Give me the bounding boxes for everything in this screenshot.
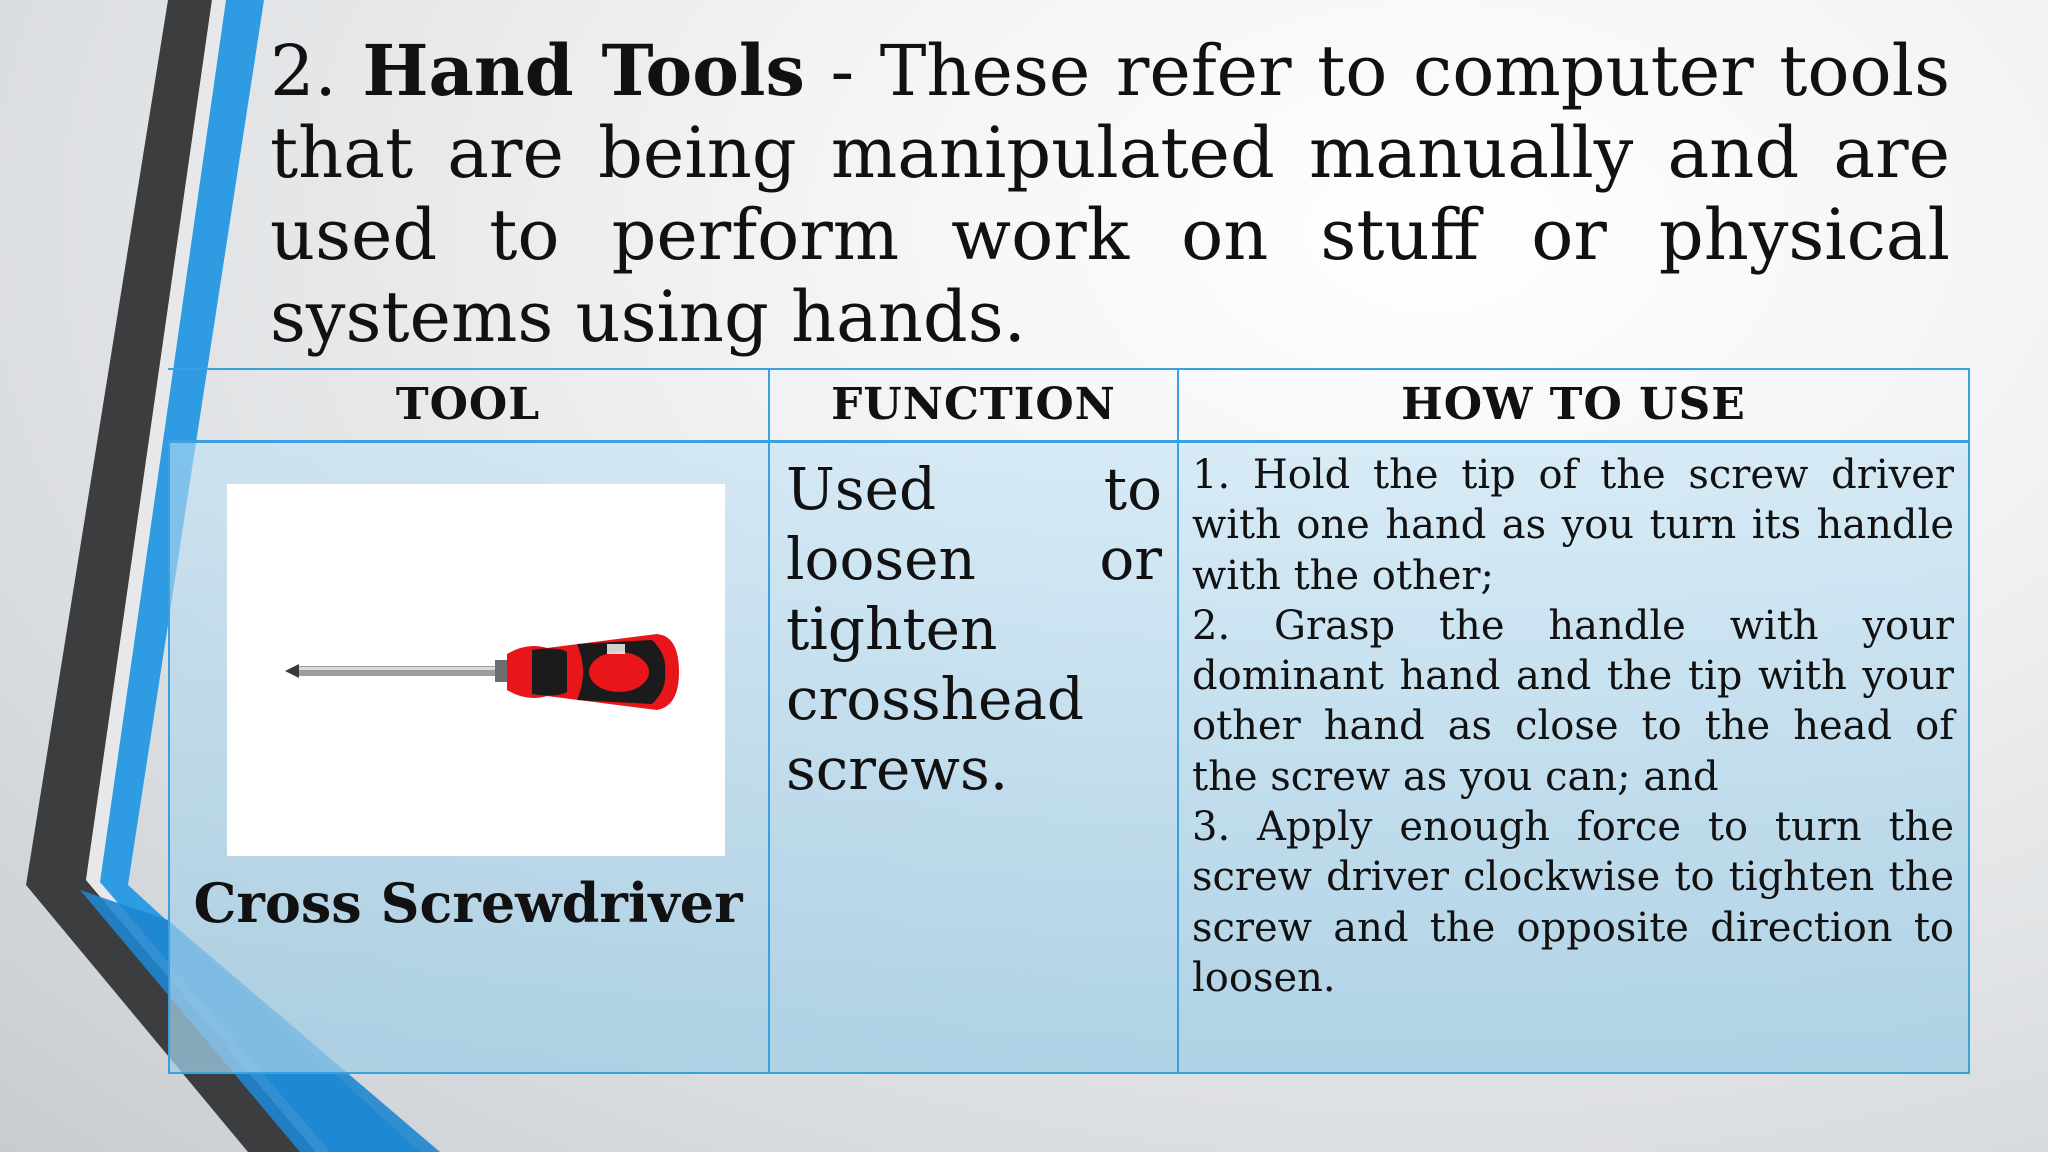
title-term: Hand Tools (362, 29, 805, 112)
step-1: 1. Hold the tip of the screw driver with one hand as you turn its handle with the other; (1192, 452, 1954, 599)
slide-title (270, 30, 1950, 358)
step-2: 2. Grasp the handle with your dominant hand and the tip with your other hand as close to the head of the screw as you can; and (1192, 602, 1954, 800)
table-right-border (1968, 368, 1970, 1074)
table-left-border (168, 442, 170, 1074)
tools-table (168, 368, 1970, 1074)
screwdriver-tip (285, 664, 299, 678)
title-definition: - These refer to computer tools that are being manipulated manually and are used to perform work on stuff or physical systems using hands. (270, 30, 1950, 358)
screwdriver-icon (227, 484, 725, 856)
step-3: 3. Apply enough force to turn the screw driver clockwise to tighten the screw and the opposite direction to loosen. (1192, 804, 1954, 1001)
screwdriver-handle-inset (589, 652, 649, 692)
how-to-use-steps (1192, 450, 1954, 1003)
screwdriver-grip (532, 648, 567, 695)
screwdriver-image (227, 484, 725, 856)
screwdriver-logo-mark (607, 644, 625, 654)
header-tool: TOOL (395, 379, 541, 430)
header-how-to-use: HOW TO USE (1401, 379, 1746, 430)
table-bottom-border (168, 1072, 1970, 1074)
column-divider-2 (1177, 368, 1179, 1074)
title-number: 2. (270, 30, 337, 112)
header-function: FUNCTION (831, 379, 1116, 430)
tool-name: Cross Screwdriver (193, 871, 743, 935)
function-text: Used to loosen or tighten crosshead screws. (786, 455, 1162, 803)
screwdriver-collar (495, 660, 509, 682)
column-divider-1 (768, 368, 770, 1074)
screwdriver-shaft-highlight (297, 667, 497, 670)
